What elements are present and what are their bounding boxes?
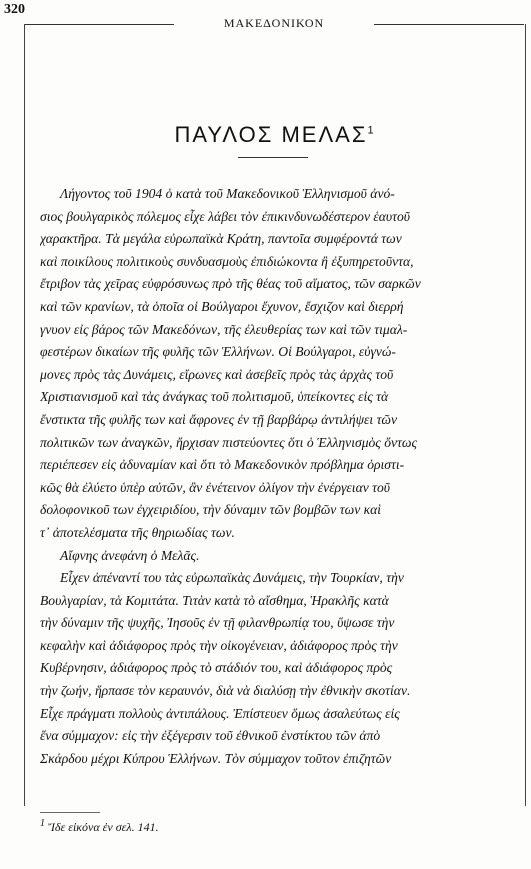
article-title bbox=[24, 122, 524, 148]
body-line: Βουλγαρίαν, τὰ Κομιτάτα. Τιτὰν κατὰ τὸ αἴσθημα, Ἡρακλῆς κατὰ bbox=[40, 592, 389, 608]
page-number: 320 bbox=[4, 2, 25, 17]
footnote-rule bbox=[40, 812, 100, 813]
body-line: Εἶχε πράγματι πολλοὺς ἀντιπάλους. Ἐπίστευεν ὅμως ἀσαλεύτως εἰς bbox=[40, 705, 400, 721]
body-line: Λήγοντος τοῦ 1904 ὁ κατὰ τοῦ Μακεδονικοῦ Ἑλληνισμοῦ ἀνό- bbox=[60, 186, 395, 201]
footnote-text: Ἴδε εἰκόνα ἐν σελ. 141. bbox=[48, 820, 159, 834]
body-line: καὶ ποικίλους πολιτικοὺς συνδυασμοὺς ἐπιδιώκοντα ἢ ἐξυπηρετοῦντα, bbox=[40, 253, 414, 269]
body-line: τὴν ζωήν, ἥρπασε τὸν κεραυνόν, διὰ νὰ διαλύσῃ τὴν ἐθνικὴν σκοτίαν. bbox=[40, 683, 411, 699]
body-line: σιος βουλγαρικὸς πόλεμος εἶχε λάβει τὸν ἐπικινδυνωδέστερον ἑαυτοῦ bbox=[40, 208, 411, 224]
body-line: ἔτριβον τὰς χεῖρας εὐφρόσυνως πρὸ τῆς θέας τοῦ αἵματος, τῶν σαρκῶν bbox=[40, 276, 421, 292]
footnote-mark: 1 bbox=[40, 818, 45, 829]
body-line: καὶ τῶν κρανίων, τὰ ὁποῖα οἱ Βούλγαροι ἔχυνον, ἔσχιζον καὶ διερρή bbox=[40, 298, 404, 314]
body-line: δολοφονικοῦ των ἐγχειριδίου, τὴν δύναμιν τῶν βομβῶν των καὶ bbox=[40, 502, 382, 518]
body-line: χαρακτῆρα. Τὰ μεγάλα εὐρωπαϊκὰ Κράτη, παντοῖα συμφέροντά των bbox=[40, 231, 402, 247]
body-line: μονες πρὸς τὰς Δυνάμεις, εἴρωνες καὶ ἀσεβεῖς πρὸς τὰς ἀρχὰς τοῦ bbox=[40, 366, 394, 382]
running-head-text: ΜΑΚΕΔΟΝΙΚΟΝ bbox=[223, 16, 325, 30]
body-line: τὴν δύναμιν τῆς ψυχῆς, Ἰησοῦς ἐν τῇ φιλανθρωπίᾳ του, ὕψωσε τὴν bbox=[40, 615, 395, 631]
body-line: πολιτικῶν των ἀναγκῶν, ἤρχισαν πιστεύοντες ὅτι ὁ Ἑλληνισμὸς ὄντως bbox=[40, 434, 418, 450]
body-line: κεφαλὴν καὶ ἀδιάφορος πρὸς τὴν οἰκογένειαν, ἀδιάφορος πρὸς τὴν bbox=[40, 637, 398, 653]
body-line: γνυον εἰς βάρος τῶν Μακεδόνων, τῆς ἐλευθερίας των καὶ τῶν τιμαλ- bbox=[40, 321, 408, 337]
body-line: περιέπεσεν εἰς ἀδυναμίαν καὶ ὅτι τὸ Μακεδονικὸν πρόβλημα ὁριστι- bbox=[40, 457, 405, 473]
title-rule bbox=[238, 157, 308, 158]
body-line: ἕνα σύμμαχον: εἰς τὴν ἐξέγερσιν τοῦ ἐθνικοῦ ἐνστίκτου τῶν ἀπὸ bbox=[40, 728, 381, 744]
body-line: Κυβέρνησιν, ἀδιάφορος πρὸς τὸ στάδιόν του, καὶ ἀδιάφορος πρὸς bbox=[40, 660, 393, 676]
body-text bbox=[40, 183, 514, 770]
body-line: κῶς θὰ ἐλύετο ὑπὲρ αὐτῶν, ἂν ἐνέτεινον ὀλίγον τὴν ἐνέργειαν τοῦ bbox=[40, 479, 391, 495]
body-line: Εἶχεν ἀπέναντί του τὰς εὐρωπαϊκὰς Δυνάμεις, τὴν Τουρκίαν, τὴν bbox=[60, 570, 404, 586]
body-line: τ᾽ ἀποτελέσματα τῆς θηριωδίας των. bbox=[40, 524, 235, 540]
body-line: Αἴφνης ἀνεφάνη ὁ Μελᾶς. bbox=[60, 547, 200, 563]
title-footnote-mark: 1 bbox=[367, 124, 374, 137]
footnote bbox=[40, 818, 440, 835]
body-line: Χριστιανισμοῦ καὶ τὰς ἀνάγκας τοῦ πολιτισμοῦ, ὑπείκοντες εἰς τὰ bbox=[40, 389, 389, 405]
article-title-text: ΠΑΥΛΟΣ ΜΕΛΑΣ bbox=[174, 122, 368, 147]
body-line: ἔνστικτα τῆς φυλῆς των καὶ ἄφρονες ἐν τῇ βαρβάρῳ ἀντιλήψει τῶν bbox=[40, 411, 398, 427]
body-line: φεστέρων δικαίων τῆς φυλῆς τῶν Ἑλλήνων. Οἱ Βούλγαροι, εὐγνώ- bbox=[40, 344, 396, 360]
body-line: Σκάρδου μέχρι Κύπρου Ἑλλήνων. Τὸν σύμμαχον τοῦτον ἐπιζητῶν bbox=[40, 750, 392, 766]
